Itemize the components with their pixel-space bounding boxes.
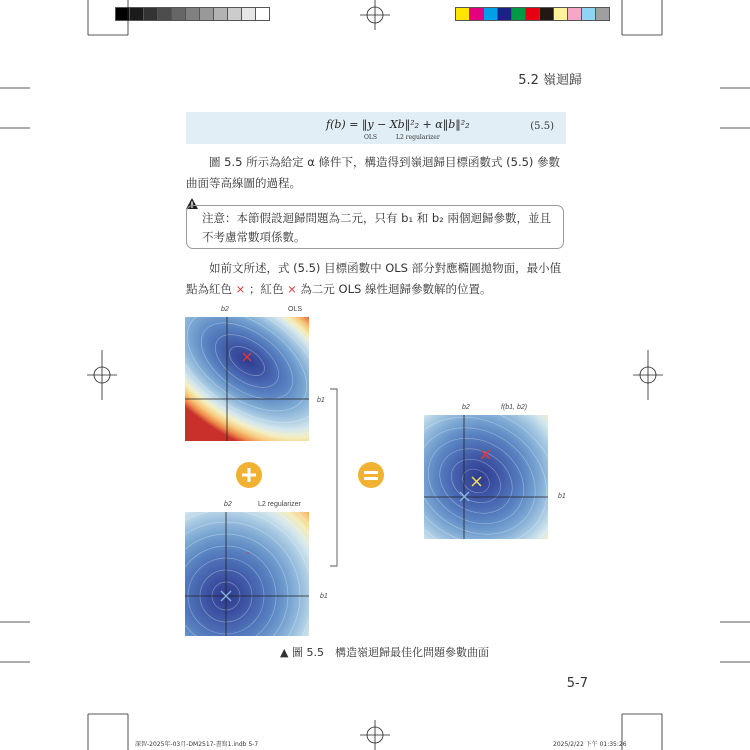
equation-reg-label: L2 regularizer xyxy=(396,134,440,141)
sum-b2-label: b2 xyxy=(462,404,470,411)
red-cross-marker-2: × xyxy=(287,282,297,296)
red-cross-marker-1: × xyxy=(235,282,246,296)
equation-reg-term: α‖b‖²₂ xyxy=(435,118,470,131)
l2-b2-label: b2 xyxy=(224,501,232,508)
registration-target-top xyxy=(360,0,390,30)
l2-b1-label: b1 xyxy=(320,593,328,600)
note-text: 注意：本節假設迴歸問題為二元，只有 b₁ 和 b₂ 兩個迴歸參數，並且不考慮常數項係數。 xyxy=(202,211,551,244)
paragraph-2-part-c: 為二元 OLS 線性迴歸參數解的位置。 xyxy=(300,282,492,296)
registration-target-right xyxy=(633,350,663,400)
sum-contour-plot xyxy=(424,415,548,539)
sum-plot-title: f(b1, b2) xyxy=(501,404,528,411)
registration-target-bottom xyxy=(360,720,390,750)
ols-b2-label: b2 xyxy=(221,306,229,313)
equals-icon xyxy=(358,462,384,488)
ols-plot-title: OLS xyxy=(288,306,303,313)
sum-b1-label: b1 xyxy=(558,493,566,500)
l2-contour-plot xyxy=(185,512,309,636)
paragraph-2-part-a: 如前文所述，式 (5.5) 目標函數中 OLS 部分對應橢圓拋物面，最小值點為紅色 xyxy=(186,261,562,296)
figure-caption: ▲ 圖 5.5 構造嶺迴歸最佳化問題參數曲面 xyxy=(280,646,489,659)
equation-plus: + xyxy=(422,118,432,131)
equation-lhs: f(b) = xyxy=(326,118,359,131)
footer-timestamp: 2025/2/22 下午 01:35:26 xyxy=(553,741,627,748)
note-box xyxy=(186,205,564,249)
equation-ols-term: ‖y − Xb‖²₂ xyxy=(361,118,420,131)
equation xyxy=(326,118,470,131)
footer-file-info: 深智-2025年-03月-DM2517-書寫1.indb 5-7 xyxy=(135,741,259,748)
plus-icon xyxy=(236,462,262,488)
paragraph-2 xyxy=(186,258,568,300)
l2-plot-title: L2 regularizer xyxy=(258,501,301,508)
registration-target-left xyxy=(87,350,117,400)
sum-bracket xyxy=(328,388,340,568)
paragraph-1: 圖 5.5 所示為給定 α 條件下，構造得到嶺迴歸目標函數式 (5.5) 參數曲面等高線圖的過程。 xyxy=(186,155,561,190)
ols-b1-label: b1 xyxy=(317,397,325,404)
page-number: 5-7 xyxy=(566,676,588,691)
equation-box xyxy=(186,112,566,144)
equals-operator xyxy=(358,462,384,488)
equation-number: (5.5) xyxy=(530,121,554,132)
plus-operator xyxy=(236,462,262,488)
ols-contour-plot xyxy=(185,317,309,441)
section-header: 5.2 嶺迴歸 xyxy=(518,73,582,88)
paragraph-2-part-b: ；紅色 xyxy=(248,282,284,296)
equation-ols-label: OLS xyxy=(364,134,378,141)
